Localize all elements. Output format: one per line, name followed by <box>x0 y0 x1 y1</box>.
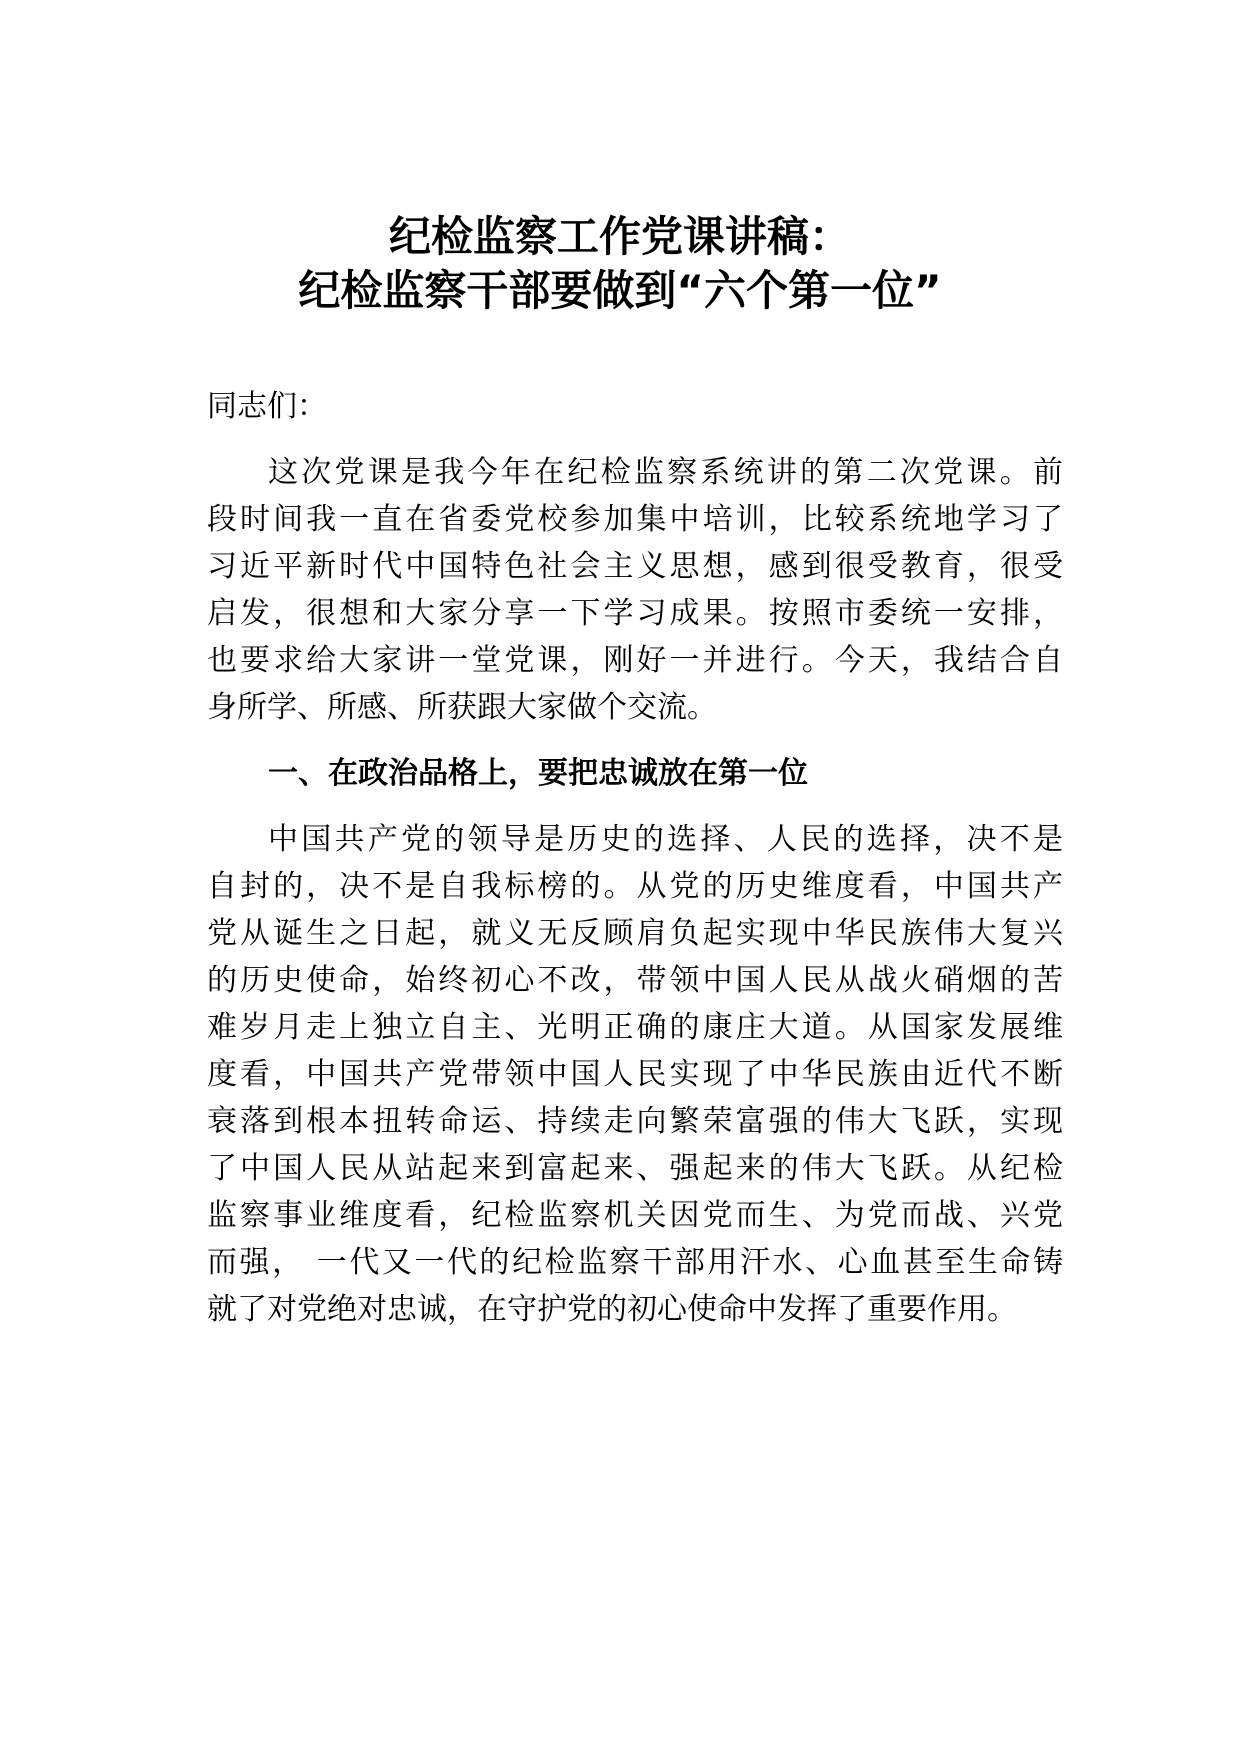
paragraph-line: 难岁月走上独立自主、光明正确的康庄大道。从国家发展维 <box>207 1010 1063 1045</box>
paragraph-line: 中国共产党的领导是历史的选择、人民的选择，决不是 <box>268 822 1063 857</box>
section-heading: 一、在政治品格上，要把忠诚放在第一位 <box>268 756 808 791</box>
paragraph-line: 身所学、所感、所获跟大家做个交流。 <box>207 690 717 725</box>
paragraph-line: 启发，很想和大家分享一下学习成果。按照市委统一安排， <box>207 596 1063 631</box>
paragraph-line: 党从诞生之日起，就义无反顾肩负起实现中华民族伟大复兴 <box>207 916 1063 951</box>
paragraph-line: 也要求给大家讲一堂党课，刚好一并进行。今天，我结合自 <box>207 643 1063 678</box>
paragraph-line: 自封的，决不是自我标榜的。从党的历史维度看，中国共产 <box>207 869 1063 904</box>
paragraph-line: 了中国人民从站起来到富起来、强起来的伟大飞跃。从纪检 <box>207 1151 1063 1186</box>
paragraph-line: 而强， 一代又一代的纪检监察干部用汗水、心血甚至生命铸 <box>207 1245 1063 1280</box>
document-title <box>0 210 1240 318</box>
paragraph-line: 监察事业维度看，纪检监察机关因党而生、为党而战、兴党 <box>207 1198 1063 1233</box>
paragraph-line: 的历史使命，始终初心不改，带领中国人民从战火硝烟的苦 <box>207 963 1063 998</box>
paragraph-line: 习近平新时代中国特色社会主义思想，感到很受教育，很受 <box>207 549 1063 584</box>
document-body <box>207 383 1063 1352</box>
paragraph-line: 衰落到根本扭转命运、持续走向繁荣富强的伟大飞跃，实现 <box>207 1104 1063 1139</box>
title-line-2: 纪检监察干部要做到“六个第一位” <box>298 266 942 315</box>
paragraph-line: 度看，中国共产党带领中国人民实现了中华民族由近代不断 <box>207 1057 1063 1092</box>
paragraph-intro <box>207 449 1063 731</box>
salutation: 同志们： <box>207 389 327 424</box>
title-line-1: 纪检监察工作党课讲稿： <box>388 212 851 261</box>
paragraph-section1 <box>207 816 1063 1333</box>
paragraph-line: 段时间我一直在省委党校参加集中培训，比较系统地学习了 <box>207 502 1063 537</box>
paragraph-line: 这次党课是我今年在纪检监察系统讲的第二次党课。前 <box>268 455 1063 490</box>
paragraph-line: 就了对党绝对忠诚，在守护党的初心使命中发挥了重要作用。 <box>207 1292 1017 1327</box>
